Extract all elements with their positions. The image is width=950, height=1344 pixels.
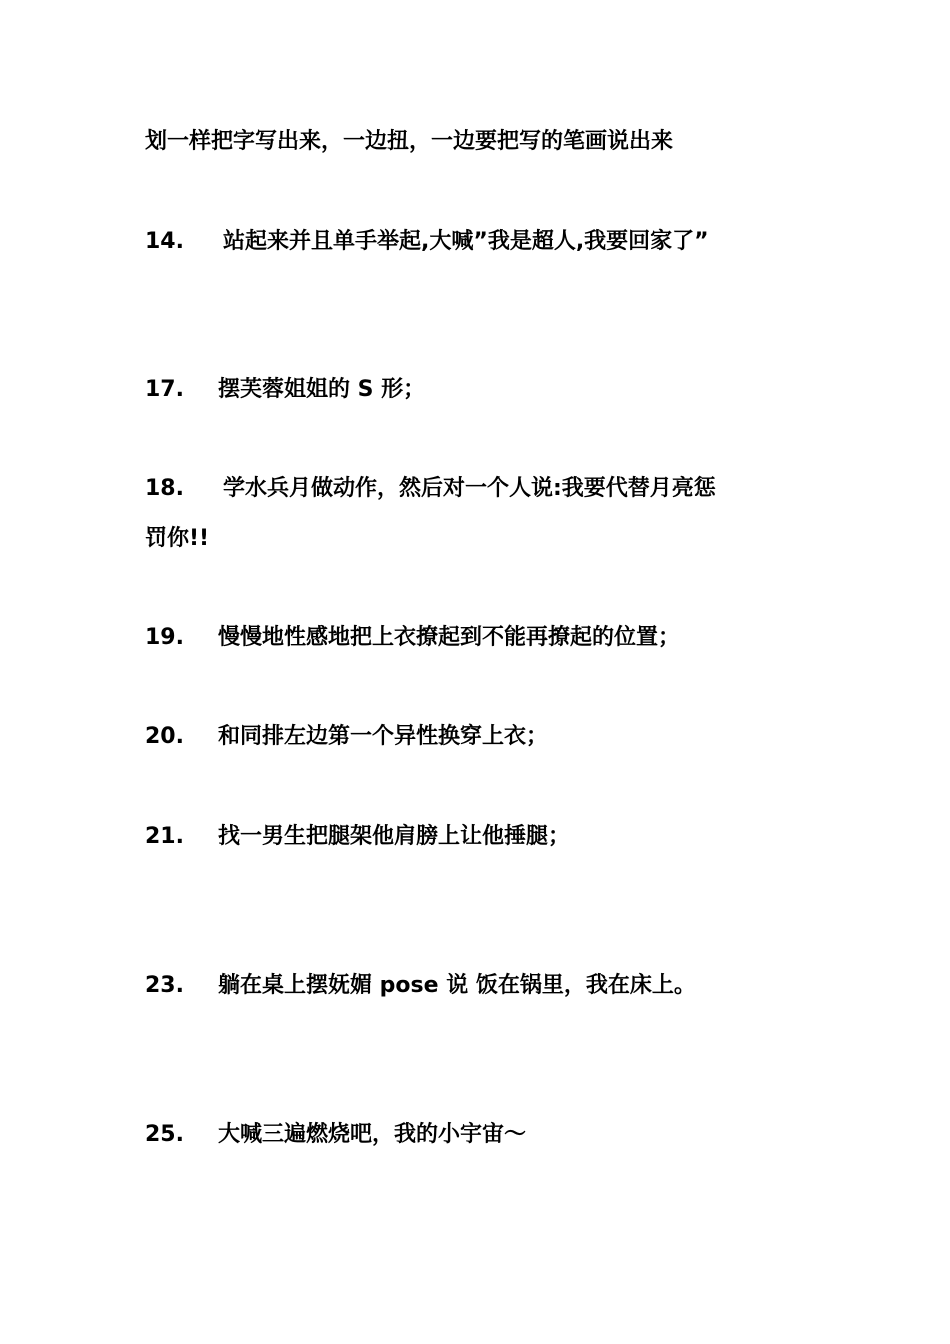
list-item-text: 躺在桌上摆妩媚 pose 说 饭在锅里，我在床上。: [218, 973, 696, 998]
list-item-17: [145, 375, 425, 405]
list-item-23: [145, 971, 696, 1001]
list-item-number: 14.: [145, 229, 184, 254]
list-item-18: [145, 474, 716, 504]
list-item-text: 大喊三遍燃烧吧，我的小宇宙～: [218, 1122, 527, 1147]
paragraph-line: [145, 127, 673, 157]
list-item-number: 21.: [145, 824, 184, 849]
list-item-number: 25.: [145, 1122, 184, 1147]
list-item-21: [145, 822, 570, 852]
list-item-text: 和同排左边第一个异性换穿上衣；: [218, 724, 549, 749]
paragraph-text: 划一样把字写出来，一边扭，一边要把写的笔画说出来: [145, 129, 674, 154]
list-item-25: [145, 1120, 526, 1150]
list-item-number: 17.: [145, 377, 184, 402]
list-item-text: 站起来并且单手举起,大喊”我是超人,我要回家了”: [223, 229, 709, 254]
list-item-18-continuation: [145, 524, 209, 554]
list-item-text: 慢慢地性感地把上衣撩起到不能再撩起的位置；: [218, 625, 681, 650]
list-item-number: 19.: [145, 625, 184, 650]
list-item-number: 23.: [145, 973, 184, 998]
list-item-14: [145, 227, 709, 257]
list-item-20: [145, 722, 548, 752]
list-item-text: 学水兵月做动作，然后对一个人说:我要代替月亮惩: [223, 476, 716, 501]
list-item-number: 20.: [145, 724, 184, 749]
list-item-text: 罚你!!: [145, 526, 210, 551]
list-item-19: [145, 623, 680, 653]
list-item-text: 找一男生把腿架他肩膀上让他捶腿；: [218, 824, 571, 849]
list-item-text: 摆芙蓉姐姐的 S 形；: [218, 377, 426, 402]
list-item-number: 18.: [145, 476, 184, 501]
